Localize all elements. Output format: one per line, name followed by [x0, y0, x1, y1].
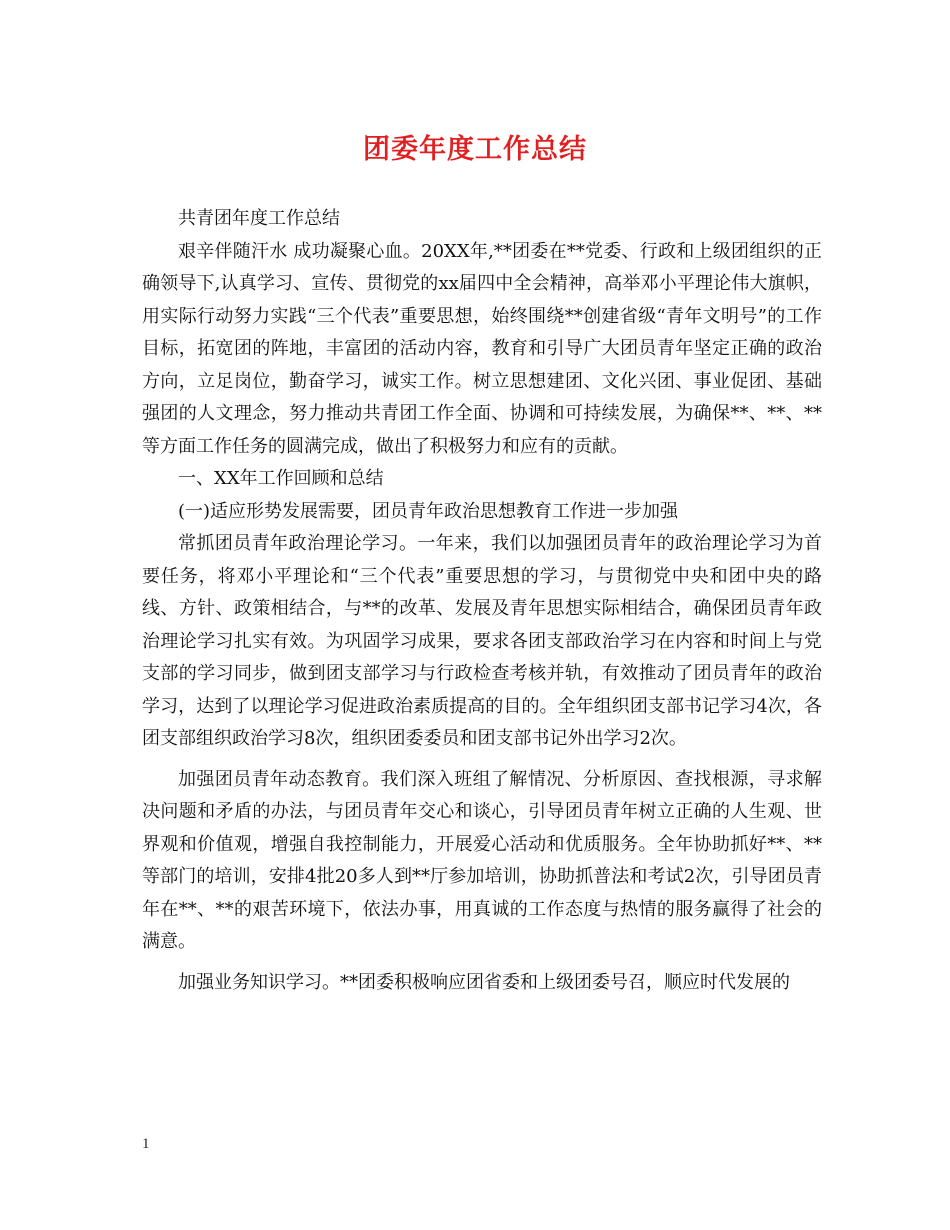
paragraph-dynamic-education: 加强团员青年动态教育。我们深入班组了解情况、分析原因、查找根源，寻求解决问题和矛盾的办法，与团员青年交心和谈心，引导团员青年树立正确的人生观、世界观和价值观，增强自我控制能力，开展爱心活动和优质服务。全年协助抓好**、**等部门的培训，安排4批20多人到**厅参加培训，协助抓普法和考试2次，引导团员青年在**、**的艰苦环境下，依法办事，用真诚的工作态度与热情的服务赢得了社会的满意。 [142, 768, 822, 952]
page-number: 1 [142, 1136, 150, 1152]
paragraph-business-study: 加强业务知识学习。**团委积极响应团省委和上级团委号召，顺应时代发展的 [178, 971, 790, 993]
subsection-heading: (一)适应形势发展需要，团员青年政治思想教育工作进一步加强 [178, 500, 679, 522]
document-body [142, 203, 822, 999]
paragraph-intro: 艰辛伴随汗水 成功凝聚心血。20XX年,**团委在**党委、行政和上级团组织的正确领导下,认真学习、宣传、贯彻党的xx届四中全会精神，高举邓小平理论伟大旗帜，用实际行动努力实践“三个代表”重要思想，始终围绕**创建省级“青年文明号”的工作目标，拓宽团的阵地，丰富团的活动内容，教育和引导广大团员青年坚定正确的政治方向，立足岗位，勤奋学习，诚实工作。树立思想建团、文化兴团、事业促团、基础强团的人文理念，努力推动共青团工作全面、协调和可持续发展，为确保**、**、**等方面工作任务的圆满完成，做出了积极努力和应有的贡献。 [142, 240, 822, 457]
paragraph-political-study: 常抓团员青年政治理论学习。一年来，我们以加强团员青年的政治理论学习为首要任务，将邓小平理论和“三个代表”重要思想的学习，与贯彻党中央和团中央的路线、方针、政策相结合，与**的改革、发展及青年思想实际相结合，确保团员青年政治理论学习扎实有效。为巩固学习成果，要求各团支部政治学习在内容和时间上与党支部的学习同步，做到团支部学习与行政检查考核并轨，有效推动了团员青年的政治学习，达到了以理论学习促进政治素质提高的目的。全年组织团支部书记学习4次，各团支部组织政治学习8次，组织团委委员和团支部书记外出学习2次。 [142, 533, 822, 749]
document-title: 团委年度工作总结 [363, 134, 587, 165]
section-heading: 一、XX年工作回顾和总结 [178, 468, 384, 489]
paragraph-subtitle: 共青团年度工作总结 [178, 208, 340, 229]
